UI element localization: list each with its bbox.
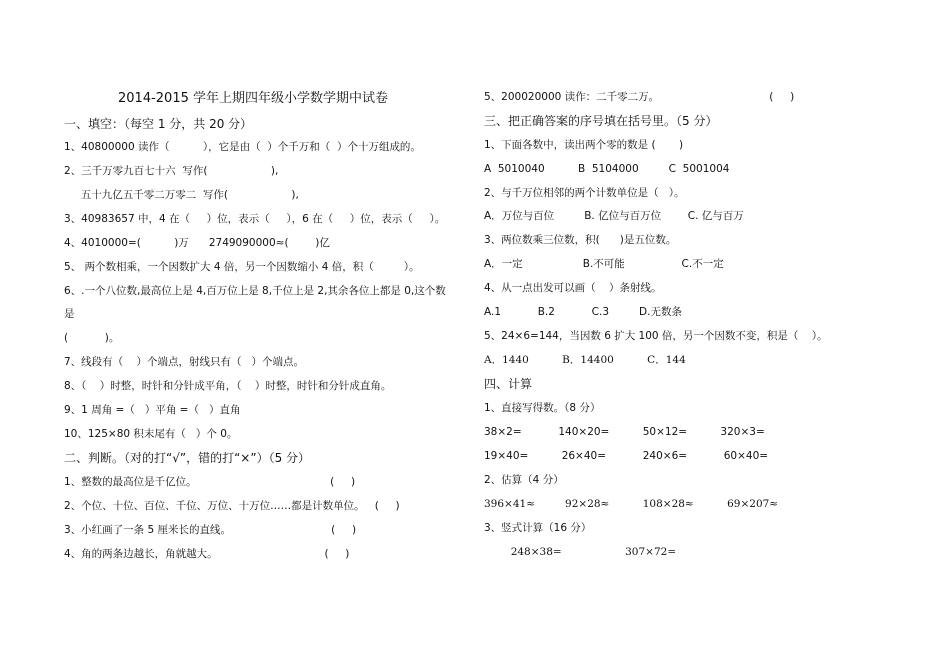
question-line: 1、整数的最高位是千亿位。 ( ) [64,476,356,488]
question-line: 6、.一个八位数,最高位上是 4,百万位上是 8,千位上是 2,其余各位上都是 0,这个数 [64,285,446,297]
question-line: 2、个位、十位、百位、千位、万位、十万位……都是计数单位。 ( ) [64,500,400,512]
question-line: 1、下面各数中，读出两个零的数是 ( ) [484,139,684,151]
question-line: 5、200020000 读作：二千零二万。 ( ) [484,91,795,103]
question-line: 3、40983657 中，4 在（ ）位，表示（ ），6 在（ ）位，表示（ ）。 [64,213,446,225]
section-choice-header: 三、把正确答案的序号填在括号里。（5 分） [484,114,718,128]
section-calc-header: 四、计算 [484,377,533,391]
question-line: 5、 两个数相乘，一个因数扩大 4 倍，另一个因数缩小 4 倍，积（ ）。 [64,261,420,273]
option-line: A．万位与百位 B. 亿位与百万位 C. 亿与百万 [484,210,744,222]
question-line: 7、线段有（ ）个端点，射线只有（ ）个端点。 [64,356,305,368]
calc-line: 396×41≈ 92×28≈ 108×28≈ 69×207≈ [484,498,779,510]
question-line: 4、角的两条边越长，角就越大。 ( ) [64,548,350,560]
question-line: 2、估算（4 分） [484,474,564,486]
question-line: 5、24×6=144，当因数 6 扩大 100 倍，另一个因数不变，积是（ ）。 [484,330,828,342]
option-line: A．1440 B．14400 C．144 [484,354,686,366]
page-title: 2014-2015 学年上期四年级小学数学期中试卷 [118,91,388,106]
option-line: A．一定 B.不可能 C.不一定 [484,258,724,270]
option-line: A.1 B.2 C.3 D.无数条 [484,306,682,318]
question-line: 3、小红画了一条 5 厘米长的直线。 ( ) [64,524,357,536]
question-line: 10、125×80 积末尾有（ ）个 0。 [64,428,238,440]
question-line: 3、两位数乘三位数，积( )是五位数。 [484,234,677,246]
section-judge-header: 二、判断。（对的打“√”，错的打“×”）（5 分） [64,451,311,465]
calc-line: 38×2= 140×20= 50×12= 320×3= [484,426,765,438]
question-line: 1、直接写得数。（8 分） [484,402,601,414]
question-line: 2、三千万零九百七十六 写作( ), [64,165,279,177]
question-line: ( )。 [64,332,120,344]
option-line: A 5010040 B 5104000 C 5001004 [484,163,730,175]
question-line: 4、从一点出发可以画（ ）条射线。 [484,282,662,294]
question-line: 4、4010000=( )万 2749090000≈( )亿 [64,237,330,249]
question-line: 3、竖式计算（16 分） [484,522,592,534]
question-line: 五十九亿五千零二万零二 写作( ), [64,189,299,201]
question-line: 2、与千万位相邻的两个计数单位是（ ）。 [484,187,685,199]
question-line: 8、（ ）时整，时针和分针成平角，（ ）时整，时针和分针成直角。 [64,380,392,392]
question-line: 9、1 周角 =（ ）平角 =（ ）直角 [64,404,241,416]
section-fill-blank-header: 一、填空：（每空 1 分，共 20 分） [64,117,253,131]
question-line: 1、40800000 读作（ ），它是由（ ）个千万和（ ）个十万组成的。 [64,141,421,153]
calc-line: 248×38= 307×72= [484,546,677,558]
question-line: 是 [64,308,75,320]
calc-line: 19×40= 26×40= 240×6= 60×40= [484,450,769,462]
